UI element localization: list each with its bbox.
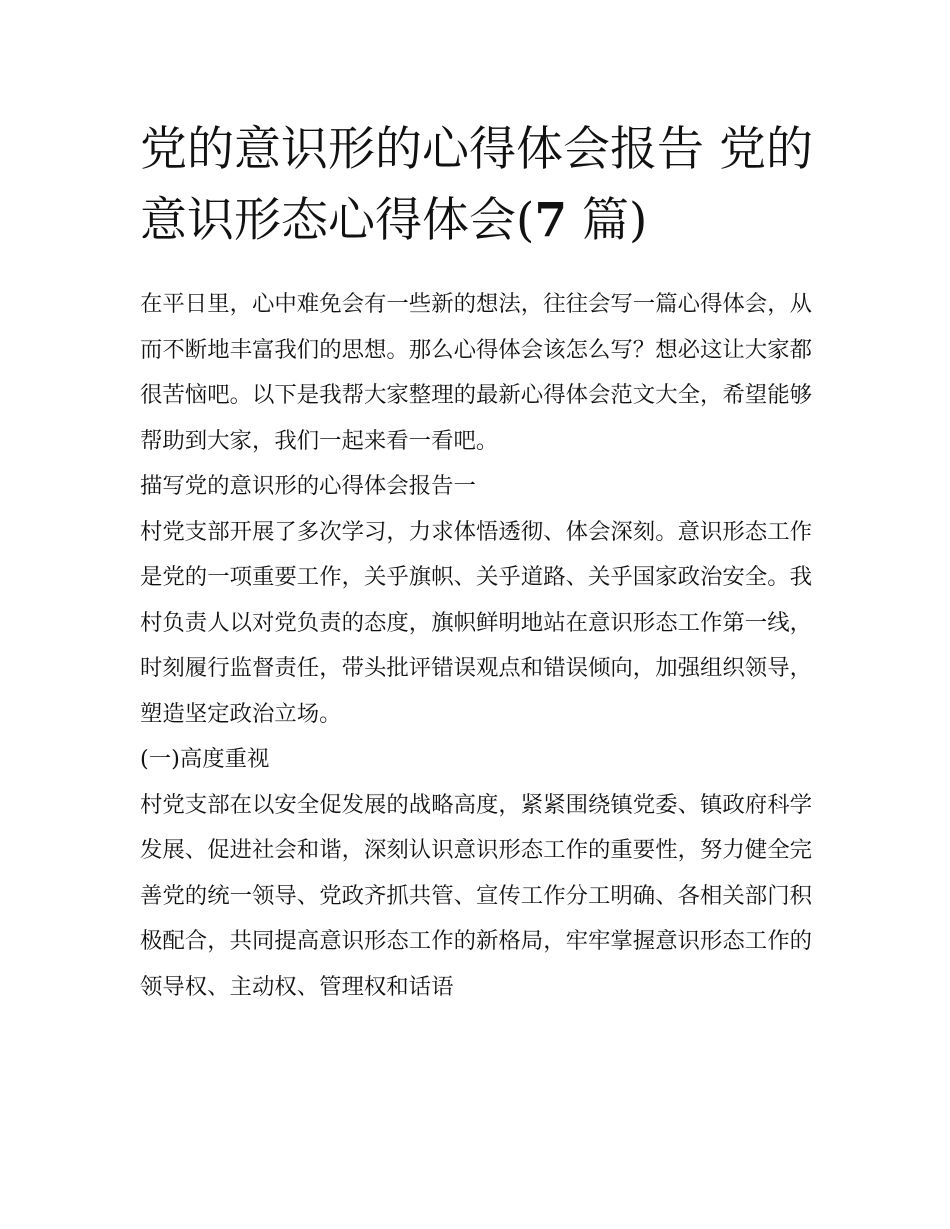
title-text-part2: 篇) (567, 193, 648, 248)
document-body (140, 282, 812, 1010)
section-title: 描写党的意识形的心得体会报告一 (140, 473, 476, 499)
title-number: 7 (534, 193, 568, 248)
intro-paragraph: 在平日里，心中难免会有一些新的想法，往往会写一篇心得体会，从而不断地丰富我们的思想。那么心得体会该怎么写？想必这让大家都很苦恼吧。以下是我帮大家整理的最新心得体会范文大全，希望能够帮助到大家，我们一起来看一看吧。 (140, 291, 812, 454)
document-title (140, 114, 820, 256)
body-paragraph-2: 村党支部在以安全促发展的战略高度，紧紧围绕镇党委、镇政府科学发展、促进社会和谐，深刻认识意识形态工作的重要性，努力健全完善党的统一领导、党政齐抓共管、宣传工作分工明确、各相关部门积极配合，共同提高意识形态工作的新格局，牢牢掌握意识形态工作的领导权、主动权、管理权和话语 (140, 791, 812, 1000)
subheading-1: (一)高度重视 (140, 746, 270, 772)
body-paragraph-1: 村党支部开展了多次学习，力求体悟透彻、体会深刻。意识形态工作是党的一项重要工作，关乎旗帜、关乎道路、关乎国家政治安全。我村负责人以对党负责的态度，旗帜鲜明地站在意识形态工作第一线，时刻履行监督责任，带头批评错误观点和错误倾向，加强组织领导，塑造坚定政治立场。 (140, 518, 812, 727)
title-text-part1: 党的意识形的心得体会报告 党的意识形态心得体会( (140, 122, 813, 248)
